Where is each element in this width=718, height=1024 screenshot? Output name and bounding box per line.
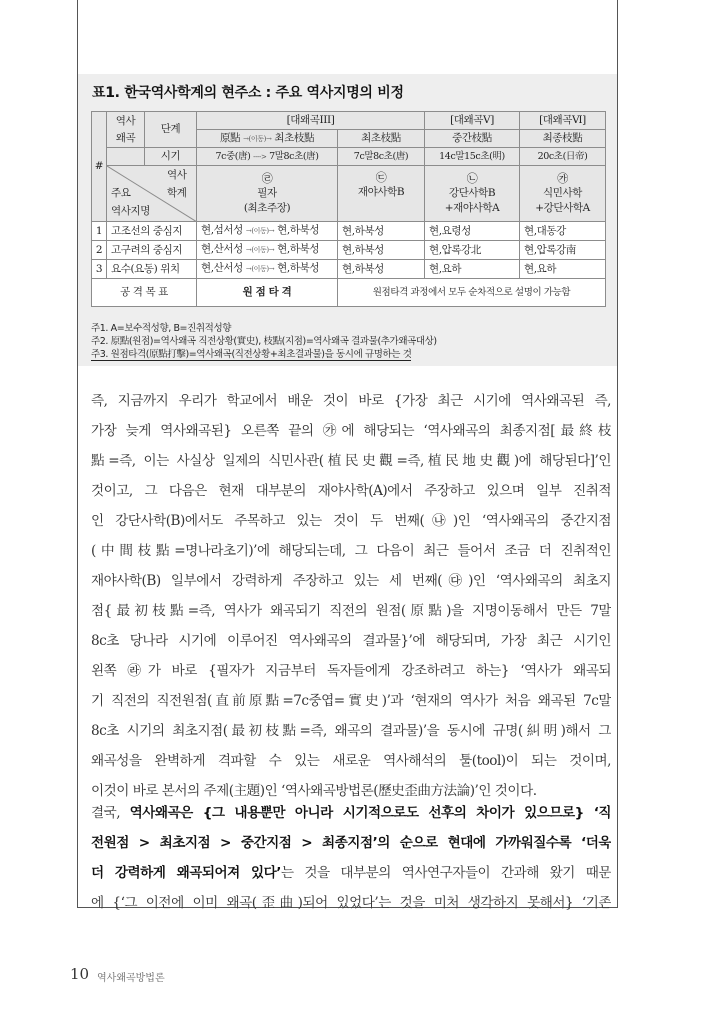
- note-2: 주2. 原點(원점)=역사왜곡 직전상황(實史), 枝點(지점)=역사왜곡 결과물(추가왜곡대상): [91, 336, 437, 347]
- body-paragraph-2: [91, 798, 611, 918]
- right-rule: [617, 0, 618, 908]
- table-title: 표1. 한국역사학계의 현주소 : 주요 역사지명의 비정: [92, 85, 404, 101]
- text-line: 8c초 시기의 최초지점(最初枝點=즉, 왜곡의 결과물)’을 동시에 규명(糾明)해서 그: [91, 723, 611, 739]
- text-line: 점{最初枝點=즉, 역사가 왜곡되기 직전의 원점(原點)을 지명이동해서 만든 7말: [91, 603, 611, 619]
- text-line: 이것이 바로 본서의 주제(主題)인 ‘역사왜곡방법론(歷史歪曲方法論)’인 것이다.: [91, 783, 537, 799]
- text-line: 點=즉, 이는 사실상 일제의 식민사관(植民史觀=즉,植民地史觀)에 해당된다]’인: [91, 453, 611, 469]
- text-line: 8c초 당나라 시기에 이루어진 역사왜곡의 결과물}’에 해당되며, 가장 최근 시기인: [91, 633, 611, 649]
- goal-label: 공 격 목 표: [92, 279, 197, 307]
- comparison-table: [91, 111, 606, 307]
- text-line: 재야사학(B) 일부에서 강력하게 주장하고 있는 세 번째(㉰)인 ‘역사왜곡의 최초지: [91, 573, 611, 589]
- goal-big: 원 점 타 격: [197, 279, 338, 307]
- goal-desc: 원점타격 과정에서 모두 순차적으로 설명이 가능함: [338, 279, 606, 307]
- hash-cell: #: [92, 112, 107, 222]
- text-line: 결국, 역사왜곡은 {그 내용뿐만 아니라 시기적으로도 선후의 차이가 있으므로} ‘직: [91, 805, 611, 821]
- stage-origin: 原點 →(이동)→ 최초枝點: [197, 130, 338, 148]
- author-minority-b: ㉢ 재야사학B: [338, 166, 425, 222]
- goal-row: [92, 279, 606, 307]
- author-colonial: ㉮ 식민사학 +강단사학A: [520, 166, 606, 222]
- distortion-label: 역사 왜곡: [107, 112, 145, 148]
- stage-final: 최종枝點: [520, 130, 606, 148]
- group-vi: [대왜곡Ⅵ]: [520, 112, 606, 130]
- running-title: 역사왜곡방법론: [97, 973, 165, 984]
- stage-middle: 중간枝點: [425, 130, 520, 148]
- period-final: 20c초(日帝): [520, 148, 606, 166]
- stage-label: 단계: [145, 112, 197, 148]
- note-3: 주3. 원점타격(原點打擊)=역사왜곡(직전상황+최초결과물)을 동시에 규명하는 것: [91, 349, 412, 360]
- body-paragraph-1: [91, 386, 611, 806]
- period-label: 시기: [145, 148, 197, 166]
- text-line: 기 직전의 직전원점(直前原點=7c중엽=實史)’과 ‘현재의 역사가 처음 왜곡된 7c말: [91, 693, 611, 709]
- text-line: 가장 늦게 역사왜곡된} 오른쪽 끝의 ㉮에 해당되는 ‘역사왜곡의 최종지점[最終枝: [91, 423, 611, 439]
- text-line: 에 {‘그 이전에 이미 왜곡(歪曲)되어 있었다’는 것을 미처 생각하지 못해서} ‘기존: [91, 895, 611, 911]
- note-1: 주1. A=보수적성향, B=진취적성향: [91, 323, 232, 334]
- period-middle: 14c말15c초(明): [425, 148, 520, 166]
- text-line: 인 강단사학(B)에서도 주목하고 있는 것이 두 번째(㉯)인 ‘역사왜곡의 중간지점: [91, 513, 611, 529]
- table-row: 2 고구려의 중심지 현,산서성 →(이동)→ 현,하북성 현,하북성 현,압록강北 현,압록강南: [92, 241, 606, 260]
- table-row: 1 고조선의 중심지 현,섬서성 →(이동)→ 현,하북성 현,하북성 현,요령성 현,대동강: [92, 222, 606, 241]
- text-line: (中間枝點=명나라초기)’에 해당되는데, 그 다음이 최근 들어서 조금 더 진취적인: [91, 543, 611, 559]
- text-line: 즉, 지금까지 우리가 학교에서 배운 것이 바로 {가장 최근 시기에 역사왜곡된 즉,: [91, 393, 611, 409]
- text-line: 왜곡성을 완벽하게 격파할 수 있는 새로운 역사해석의 툴(tool)이 되는 것이며,: [91, 753, 611, 769]
- period-first: 7c말8c초(唐): [338, 148, 425, 166]
- table-row: 3 요수(요동) 위치 현,산서성 →(이동)→ 현,하북성 현,하북성 현,요하 현,요하: [92, 260, 606, 279]
- stage-first: 최초枝點: [338, 130, 425, 148]
- diagonal-header: 역사 주요 학계 역사지명: [107, 166, 197, 222]
- table-notes: [91, 322, 437, 361]
- text-line: 전원점 > 최초지점 > 중간지점 > 최종지점’의 순으로 현대에 가까워질수록 ‘더욱: [91, 835, 611, 851]
- author-academic-b: ㉡ 강단사학B +재야사학A: [425, 166, 520, 222]
- blank-cell: [107, 148, 145, 166]
- text-line: 더 강력하게 왜곡되어져 있다’는 것을 대부분의 역사연구자들이 간과해 왔기 때문: [91, 865, 611, 881]
- text-line: 왼쪽 ㉱가 바로 {필자가 지금부터 독자들에게 강조하려고 하는} ‘역사가 왜곡되: [91, 663, 611, 679]
- group-iii: [대왜곡III]: [197, 112, 425, 130]
- author-self: ㉣ 필자 (최초주장): [197, 166, 338, 222]
- text-line: 것이고, 그 다음은 현재 대부분의 재야사학(A)에서 주장하고 있으며 일부 진취적: [91, 483, 611, 499]
- page-number: 10: [70, 965, 90, 983]
- period-origin: 7c중(唐) ----> 7말8c초(唐): [197, 148, 338, 166]
- group-v: [대왜곡Ⅴ]: [425, 112, 520, 130]
